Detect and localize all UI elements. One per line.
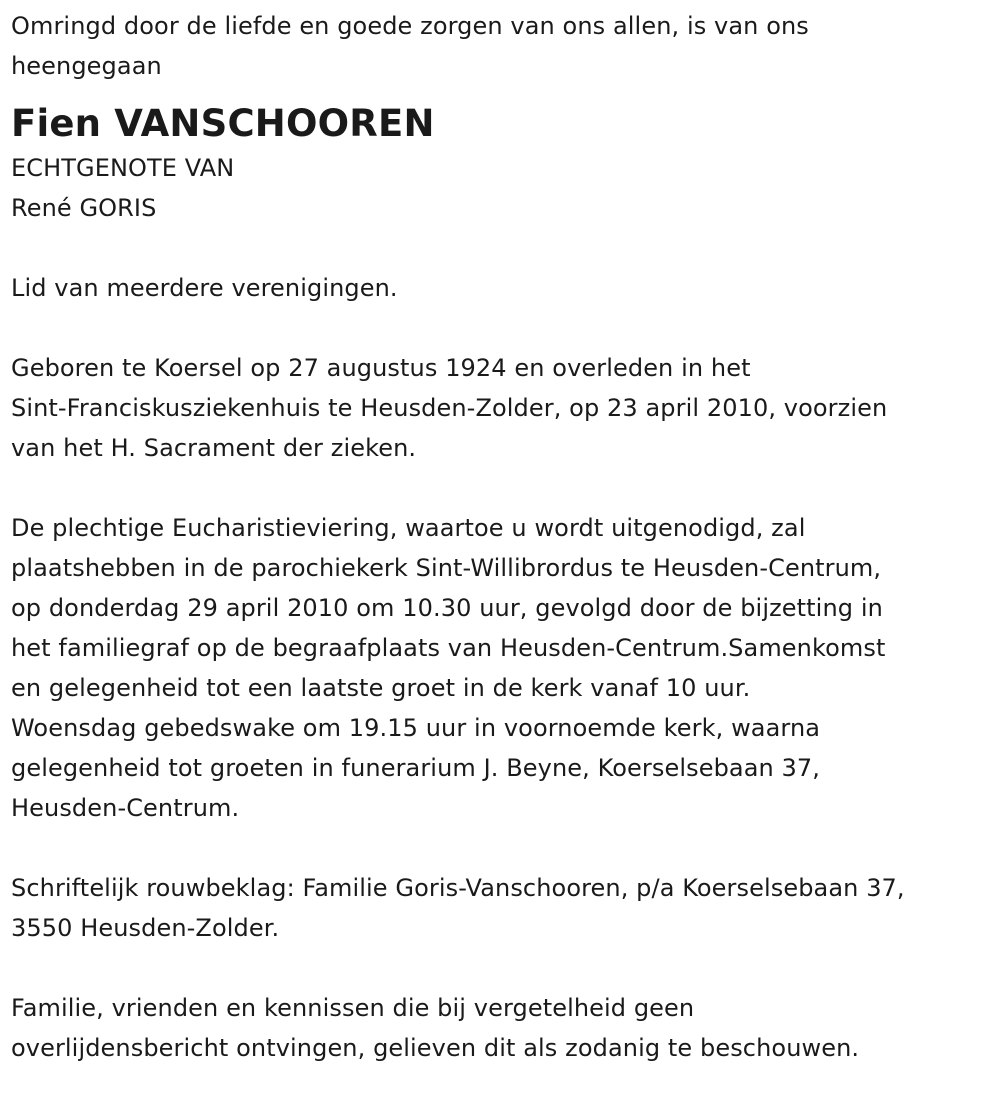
ceremony-line-2: plaatshebben in de parochiekerk Sint-Willibrordus te Heusden-Centrum,: [11, 554, 882, 582]
spacer: [11, 468, 990, 508]
condolences-line-1: Schriftelijk rouwbeklag: Familie Goris-Vanschooren, p/a Koerselsebaan 37,: [11, 874, 905, 902]
condolences-line-2: 3550 Heusden-Zolder.: [11, 914, 280, 942]
relation-block: [11, 148, 990, 228]
spacer: [11, 308, 990, 348]
spacer: [11, 828, 990, 868]
relation-label: ECHTGENOTE VAN: [11, 154, 235, 182]
closing-line-1: Familie, vrienden en kennissen die bij vergetelheid geen: [11, 994, 695, 1022]
intro-line-1: Omringd door de liefde en goede zorgen van ons allen, is van ons: [11, 12, 809, 40]
birth-death-line-3: van het H. Sacrament der zieken.: [11, 434, 417, 462]
spacer: [11, 228, 990, 268]
ceremony-line-5: en gelegenheid tot een laatste groet in de kerk vanaf 10 uur.: [11, 674, 751, 702]
birth-death-paragraph: [11, 348, 990, 468]
ceremony-paragraph: [11, 508, 990, 828]
ceremony-line-3: op donderdag 29 april 2010 om 10.30 uur, gevolgd door de bijzetting in: [11, 594, 883, 622]
ceremony-line-6: Woensdag gebedswake om 19.15 uur in voornoemde kerk, waarna: [11, 714, 821, 742]
closing-line-2: overlijdensbericht ontvingen, gelieven dit als zodanig te beschouwen.: [11, 1034, 860, 1062]
ceremony-line-8: Heusden-Centrum.: [11, 794, 240, 822]
spacer: [11, 948, 990, 988]
ceremony-line-4: het familiegraf op de begraafplaats van Heusden-Centrum.Samenkomst: [11, 634, 886, 662]
closing-paragraph: [11, 988, 990, 1068]
intro-line-2: heengegaan: [11, 52, 162, 80]
membership-text: Lid van meerdere verenigingen.: [11, 274, 398, 302]
birth-death-line-1: Geboren te Koersel op 27 augustus 1924 en overleden in het: [11, 354, 751, 382]
intro-paragraph: [11, 6, 990, 86]
condolences-paragraph: [11, 868, 990, 948]
deceased-name: Fien VANSCHOOREN: [11, 102, 435, 145]
birth-death-line-2: Sint-Franciskusziekenhuis te Heusden-Zolder, op 23 april 2010, voorzien: [11, 394, 888, 422]
ceremony-line-1: De plechtige Eucharistieviering, waartoe u wordt uitgenodigd, zal: [11, 514, 806, 542]
ceremony-line-7: gelegenheid tot groeten in funerarium J. Beyne, Koerselsebaan 37,: [11, 754, 821, 782]
spouse-name: René GORIS: [11, 194, 157, 222]
